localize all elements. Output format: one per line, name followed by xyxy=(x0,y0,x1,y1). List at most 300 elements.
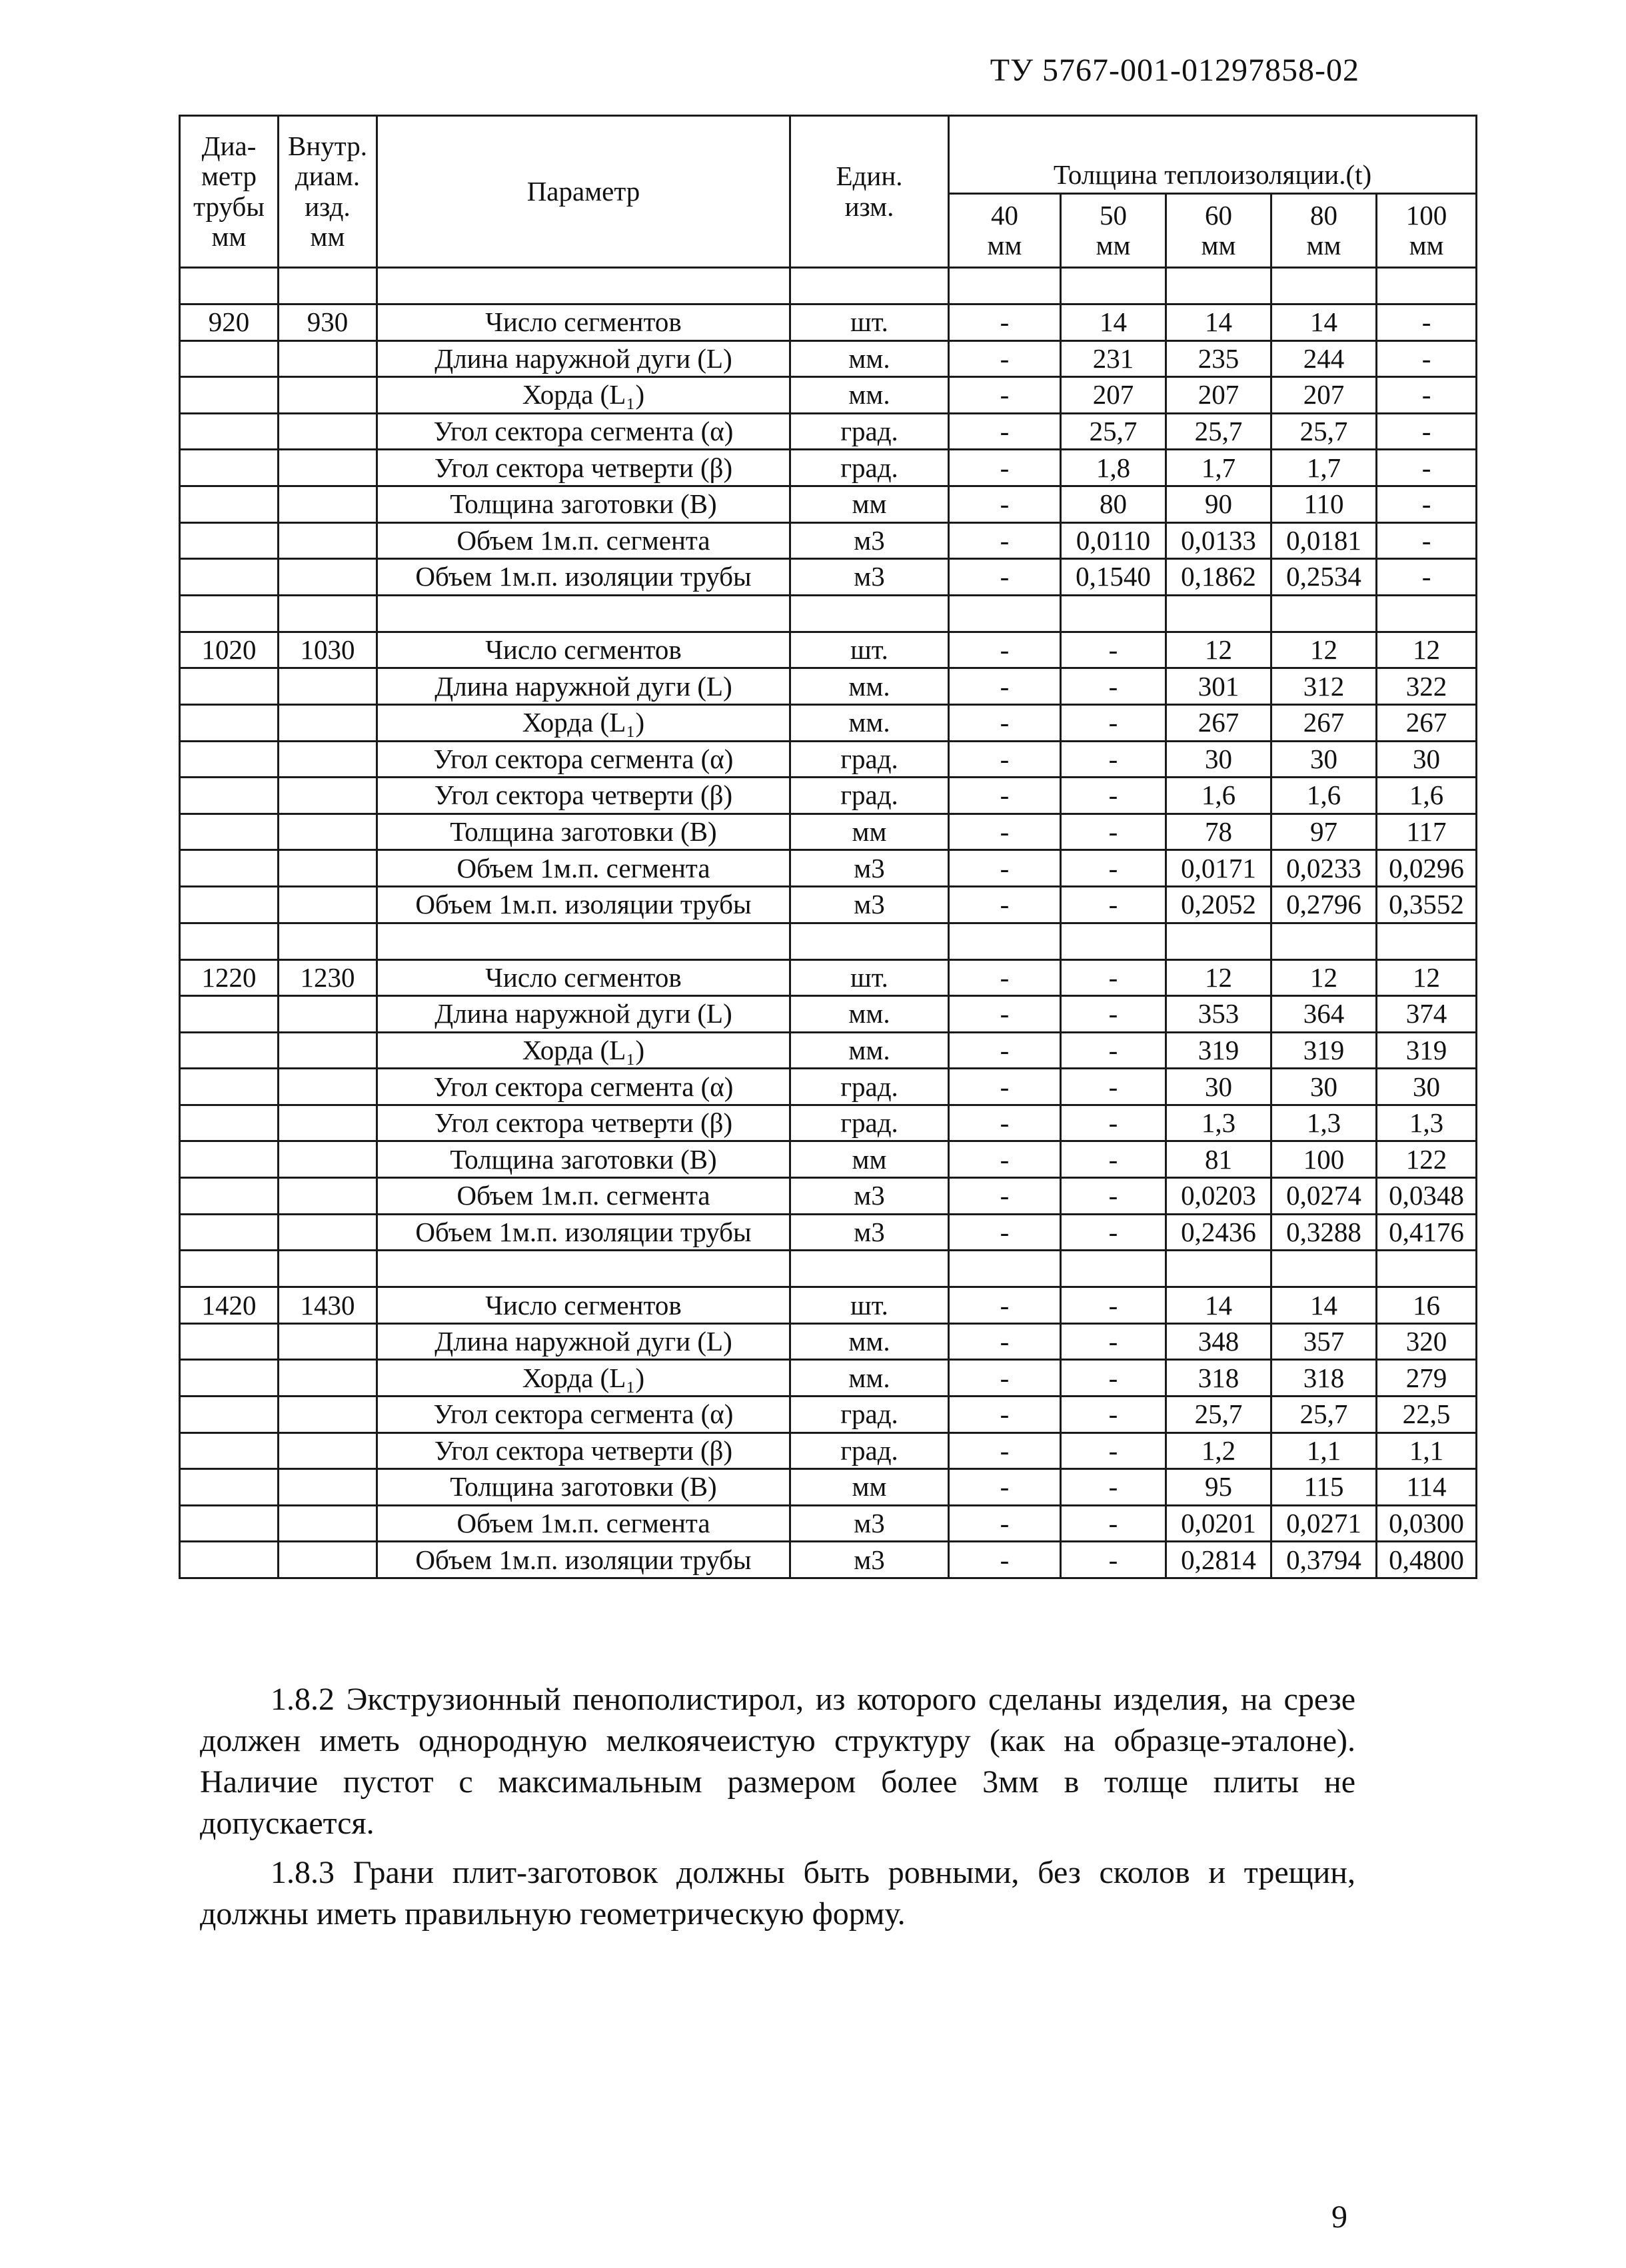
value-cell: - xyxy=(949,704,1061,741)
empty-cell xyxy=(180,1141,279,1178)
empty-cell xyxy=(180,268,279,304)
empty-cell xyxy=(377,595,790,632)
value-cell: 0,3794 xyxy=(1271,1542,1377,1578)
value-cell: - xyxy=(1061,1141,1166,1178)
value-cell: 14 xyxy=(1061,304,1166,341)
value-cell: 357 xyxy=(1271,1323,1377,1360)
parameter-cell: Угол сектора сегмента (α) xyxy=(377,1069,790,1105)
table-row xyxy=(180,1397,1477,1433)
empty-cell xyxy=(279,1505,377,1542)
parameter-cell: Объем 1м.п. изоляции трубы xyxy=(377,1214,790,1251)
empty-cell xyxy=(279,268,377,304)
empty-cell xyxy=(279,1105,377,1141)
unit-cell: мм xyxy=(790,1141,949,1178)
empty-cell xyxy=(279,1178,377,1215)
value-cell: 1,6 xyxy=(1271,778,1377,814)
empty-cell xyxy=(1377,595,1477,632)
unit-cell: град. xyxy=(790,1432,949,1469)
empty-cell xyxy=(180,1105,279,1141)
value-cell: - xyxy=(949,886,1061,923)
parameter-cell: Угол сектора четверти (β) xyxy=(377,1432,790,1469)
value-cell: - xyxy=(1061,814,1166,850)
parameter-cell: Толщина заготовки (В) xyxy=(377,1469,790,1506)
value-cell: 312 xyxy=(1271,668,1377,705)
parameter-cell: Угол сектора сегмента (α) xyxy=(377,1397,790,1433)
empty-cell xyxy=(949,1251,1061,1287)
unit-cell: град. xyxy=(790,778,949,814)
table-row xyxy=(180,1032,1477,1069)
value-cell: 1,3 xyxy=(1166,1105,1271,1141)
value-cell: 0,0300 xyxy=(1377,1505,1477,1542)
empty-cell xyxy=(180,741,279,778)
value-cell: 22,5 xyxy=(1377,1397,1477,1433)
empty-cell xyxy=(1377,923,1477,959)
empty-cell xyxy=(180,1505,279,1542)
value-cell: 25,7 xyxy=(1166,413,1271,450)
value-cell: - xyxy=(949,1397,1061,1433)
value-cell: - xyxy=(949,1323,1061,1360)
value-cell: - xyxy=(1061,741,1166,778)
empty-cell xyxy=(279,1214,377,1251)
parameter-cell: Длина наружной дуги (L) xyxy=(377,668,790,705)
empty-cell xyxy=(949,268,1061,304)
value-cell: - xyxy=(1377,377,1477,414)
value-cell: - xyxy=(949,959,1061,996)
value-cell: - xyxy=(1061,1323,1166,1360)
parameter-cell: Объем 1м.п. сегмента xyxy=(377,1178,790,1215)
table-row xyxy=(180,304,1477,341)
value-cell: - xyxy=(949,1360,1061,1397)
value-cell: 12 xyxy=(1271,959,1377,996)
value-cell: 25,7 xyxy=(1271,1397,1377,1433)
page-number: 9 xyxy=(1331,2199,1347,2235)
table-row xyxy=(180,668,1477,705)
table-row xyxy=(180,377,1477,414)
empty-cell xyxy=(1166,1251,1271,1287)
value-cell: 12 xyxy=(1166,632,1271,668)
value-cell: 30 xyxy=(1271,741,1377,778)
value-cell: - xyxy=(949,814,1061,850)
value-cell: 319 xyxy=(1271,1032,1377,1069)
value-cell: 14 xyxy=(1271,1287,1377,1324)
empty-cell xyxy=(279,1360,377,1397)
unit-cell: м3 xyxy=(790,1214,949,1251)
empty-cell xyxy=(180,377,279,414)
empty-cell xyxy=(1061,923,1166,959)
value-cell: - xyxy=(949,1141,1061,1178)
value-cell: - xyxy=(949,1469,1061,1506)
empty-cell xyxy=(790,268,949,304)
value-cell: 0,0271 xyxy=(1271,1505,1377,1542)
col-header-parameter: Параметр xyxy=(377,116,790,268)
empty-cell xyxy=(279,1432,377,1469)
value-cell: - xyxy=(1061,778,1166,814)
empty-cell xyxy=(180,1469,279,1506)
unit-cell: мм. xyxy=(790,1323,949,1360)
value-cell: 12 xyxy=(1377,632,1477,668)
empty-cell xyxy=(949,595,1061,632)
value-cell: - xyxy=(949,559,1061,596)
value-cell: - xyxy=(1061,996,1166,1033)
value-cell: 0,0233 xyxy=(1271,850,1377,887)
value-cell: 95 xyxy=(1166,1469,1271,1506)
empty-cell xyxy=(180,340,279,377)
value-cell: - xyxy=(949,1178,1061,1215)
empty-cell xyxy=(180,814,279,850)
table-row xyxy=(180,1542,1477,1578)
col-header-thickness-80: 80 мм xyxy=(1271,194,1377,268)
value-cell: - xyxy=(949,668,1061,705)
value-cell: 12 xyxy=(1377,959,1477,996)
col-header-thickness-40: 40 мм xyxy=(949,194,1061,268)
parameter-cell: Толщина заготовки (В) xyxy=(377,486,790,522)
table-row xyxy=(180,1323,1477,1360)
value-cell: 16 xyxy=(1377,1287,1477,1324)
value-cell: 0,0171 xyxy=(1166,850,1271,887)
value-cell: 78 xyxy=(1166,814,1271,850)
value-cell: 0,0203 xyxy=(1166,1178,1271,1215)
table-row xyxy=(180,996,1477,1033)
empty-cell xyxy=(279,413,377,450)
col-header-thickness-50: 50 мм xyxy=(1061,194,1166,268)
col-header-thickness-60: 60 мм xyxy=(1166,194,1271,268)
empty-cell xyxy=(180,996,279,1033)
value-cell: - xyxy=(949,486,1061,522)
pipe-diameter-cell: 1220 xyxy=(180,959,279,996)
table-row xyxy=(180,741,1477,778)
value-cell: 364 xyxy=(1271,996,1377,1033)
value-cell: - xyxy=(1061,1032,1166,1069)
empty-cell xyxy=(180,1032,279,1069)
unit-cell: град. xyxy=(790,741,949,778)
table-row xyxy=(180,486,1477,522)
value-cell: 80 xyxy=(1061,486,1166,522)
empty-cell xyxy=(279,814,377,850)
unit-cell: град. xyxy=(790,450,949,486)
value-cell: - xyxy=(949,632,1061,668)
empty-cell xyxy=(180,886,279,923)
table-row xyxy=(180,1505,1477,1542)
unit-cell: м3 xyxy=(790,850,949,887)
empty-cell xyxy=(377,1251,790,1287)
empty-cell xyxy=(279,559,377,596)
table-row xyxy=(180,1178,1477,1215)
empty-cell xyxy=(279,923,377,959)
value-cell: 374 xyxy=(1377,996,1477,1033)
value-cell: - xyxy=(1061,1397,1166,1433)
unit-cell: мм. xyxy=(790,340,949,377)
value-cell: 353 xyxy=(1166,996,1271,1033)
value-cell: - xyxy=(949,741,1061,778)
parameter-cell: Толщина заготовки (В) xyxy=(377,814,790,850)
unit-cell: мм. xyxy=(790,1360,949,1397)
empty-cell xyxy=(1271,595,1377,632)
empty-cell xyxy=(180,1178,279,1215)
inner-diameter-cell: 930 xyxy=(279,304,377,341)
value-cell: - xyxy=(1061,886,1166,923)
value-cell: 207 xyxy=(1061,377,1166,414)
empty-cell xyxy=(180,1360,279,1397)
empty-cell xyxy=(180,1397,279,1433)
value-cell: 320 xyxy=(1377,1323,1477,1360)
parameter-cell: Угол сектора четверти (β) xyxy=(377,778,790,814)
unit-cell: мм xyxy=(790,814,949,850)
paragraph-1-8-2 xyxy=(200,1679,1355,1844)
table-row xyxy=(180,1469,1477,1506)
parameter-cell: Угол сектора четверти (β) xyxy=(377,450,790,486)
value-cell: - xyxy=(949,522,1061,559)
paragraph-1-8-3 xyxy=(200,1852,1355,1935)
parameter-cell: Число сегментов xyxy=(377,1287,790,1324)
parameter-cell: Объем 1м.п. изоляции трубы xyxy=(377,1542,790,1578)
inner-diameter-cell: 1230 xyxy=(279,959,377,996)
table-row xyxy=(180,814,1477,850)
empty-cell xyxy=(377,268,790,304)
table-row xyxy=(180,1360,1477,1397)
value-cell: - xyxy=(949,377,1061,414)
value-cell: 322 xyxy=(1377,668,1477,705)
value-cell: 0,4800 xyxy=(1377,1542,1477,1578)
unit-cell: м3 xyxy=(790,559,949,596)
value-cell: - xyxy=(949,413,1061,450)
value-cell: 1,7 xyxy=(1166,450,1271,486)
empty-cell xyxy=(790,595,949,632)
parameter-cell: Хорда (L₁) xyxy=(377,1360,790,1397)
value-cell: 244 xyxy=(1271,340,1377,377)
unit-cell: град. xyxy=(790,413,949,450)
value-cell: 267 xyxy=(1377,704,1477,741)
value-cell: 279 xyxy=(1377,1360,1477,1397)
empty-cell xyxy=(180,923,279,959)
unit-cell: м3 xyxy=(790,1178,949,1215)
empty-cell xyxy=(180,522,279,559)
value-cell: 0,0181 xyxy=(1271,522,1377,559)
value-cell: 207 xyxy=(1271,377,1377,414)
col-header-inner-diameter: Внутр. диам. изд. мм xyxy=(279,116,377,268)
value-cell: 12 xyxy=(1271,632,1377,668)
unit-cell: мм xyxy=(790,1469,949,1506)
value-cell: 1,7 xyxy=(1271,450,1377,486)
value-cell: 0,0348 xyxy=(1377,1178,1477,1215)
value-cell: 14 xyxy=(1166,1287,1271,1324)
value-cell: - xyxy=(1061,1105,1166,1141)
value-cell: 1,1 xyxy=(1271,1432,1377,1469)
parameter-cell: Объем 1м.п. изоляции трубы xyxy=(377,559,790,596)
value-cell: - xyxy=(949,1032,1061,1069)
value-cell: - xyxy=(1061,704,1166,741)
value-cell: - xyxy=(949,340,1061,377)
empty-cell xyxy=(279,377,377,414)
value-cell: 0,2796 xyxy=(1271,886,1377,923)
col-header-diameter: Диа- метр трубы мм xyxy=(180,116,279,268)
empty-cell xyxy=(279,1469,377,1506)
value-cell: - xyxy=(1061,1287,1166,1324)
value-cell: 122 xyxy=(1377,1141,1477,1178)
value-cell: 1,3 xyxy=(1271,1105,1377,1141)
empty-cell xyxy=(279,1141,377,1178)
unit-cell: мм. xyxy=(790,1032,949,1069)
empty-cell xyxy=(790,923,949,959)
value-cell: 301 xyxy=(1166,668,1271,705)
parameter-cell: Объем 1м.п. сегмента xyxy=(377,850,790,887)
table-row xyxy=(180,450,1477,486)
empty-cell xyxy=(1377,268,1477,304)
value-cell: - xyxy=(1061,1214,1166,1251)
empty-cell xyxy=(377,923,790,959)
parameter-cell: Объем 1м.п. сегмента xyxy=(377,522,790,559)
value-cell: 1,2 xyxy=(1166,1432,1271,1469)
empty-cell xyxy=(279,595,377,632)
parameter-cell: Длина наружной дуги (L) xyxy=(377,1323,790,1360)
value-cell: 0,2436 xyxy=(1166,1214,1271,1251)
parameter-cell: Хорда (L₁) xyxy=(377,1032,790,1069)
unit-cell: м3 xyxy=(790,522,949,559)
empty-cell xyxy=(279,668,377,705)
empty-cell xyxy=(180,595,279,632)
value-cell: - xyxy=(1061,1505,1166,1542)
value-cell: 1,8 xyxy=(1061,450,1166,486)
value-cell: - xyxy=(1061,668,1166,705)
empty-cell xyxy=(1061,1251,1166,1287)
value-cell: - xyxy=(1061,1069,1166,1105)
unit-cell: м3 xyxy=(790,1542,949,1578)
parameter-cell: Число сегментов xyxy=(377,632,790,668)
pipe-diameter-cell: 920 xyxy=(180,304,279,341)
empty-cell xyxy=(279,522,377,559)
value-cell: 0,1862 xyxy=(1166,559,1271,596)
unit-cell: град. xyxy=(790,1397,949,1433)
parameter-cell: Угол сектора четверти (β) xyxy=(377,1105,790,1141)
value-cell: 0,0274 xyxy=(1271,1178,1377,1215)
value-cell: 207 xyxy=(1166,377,1271,414)
empty-cell xyxy=(180,668,279,705)
value-cell: 90 xyxy=(1166,486,1271,522)
value-cell: - xyxy=(949,1432,1061,1469)
value-cell: - xyxy=(949,1542,1061,1578)
empty-cell xyxy=(790,1251,949,1287)
table-row xyxy=(180,778,1477,814)
empty-cell xyxy=(180,1251,279,1287)
value-cell: 318 xyxy=(1166,1360,1271,1397)
unit-cell: шт. xyxy=(790,959,949,996)
parameter-cell: Хорда (L₁) xyxy=(377,377,790,414)
empty-cell xyxy=(1166,595,1271,632)
empty-cell xyxy=(180,559,279,596)
value-cell: 30 xyxy=(1166,1069,1271,1105)
value-cell: 319 xyxy=(1166,1032,1271,1069)
value-cell: - xyxy=(1061,1432,1166,1469)
value-cell: - xyxy=(949,1105,1061,1141)
table-row xyxy=(180,850,1477,887)
table-row xyxy=(180,886,1477,923)
value-cell: 100 xyxy=(1271,1141,1377,1178)
empty-cell xyxy=(279,850,377,887)
unit-cell: м3 xyxy=(790,886,949,923)
empty-cell xyxy=(279,340,377,377)
parameter-cell: Угол сектора сегмента (α) xyxy=(377,741,790,778)
value-cell: 0,2534 xyxy=(1271,559,1377,596)
value-cell: 14 xyxy=(1271,304,1377,341)
value-cell: 0,0201 xyxy=(1166,1505,1271,1542)
value-cell: - xyxy=(949,778,1061,814)
value-cell: - xyxy=(1061,1469,1166,1506)
table-row xyxy=(180,1105,1477,1141)
value-cell: 117 xyxy=(1377,814,1477,850)
empty-cell xyxy=(279,486,377,522)
spacer-row xyxy=(180,1251,1477,1287)
inner-diameter-cell: 1030 xyxy=(279,632,377,668)
value-cell: 1,6 xyxy=(1377,778,1477,814)
unit-cell: мм. xyxy=(790,996,949,1033)
value-cell: - xyxy=(1061,1360,1166,1397)
value-cell: 25,7 xyxy=(1061,413,1166,450)
unit-cell: шт. xyxy=(790,1287,949,1324)
value-cell: 0,2814 xyxy=(1166,1542,1271,1578)
empty-cell xyxy=(1271,923,1377,959)
table-row xyxy=(180,1214,1477,1251)
spacer-row xyxy=(180,268,1477,304)
value-cell: 25,7 xyxy=(1166,1397,1271,1433)
col-header-thickness-100: 100 мм xyxy=(1377,194,1477,268)
unit-cell: мм. xyxy=(790,704,949,741)
table-row xyxy=(180,959,1477,996)
table-row xyxy=(180,1287,1477,1324)
inner-diameter-cell: 1430 xyxy=(279,1287,377,1324)
value-cell: 1,1 xyxy=(1377,1432,1477,1469)
value-cell: - xyxy=(1377,486,1477,522)
segments-table xyxy=(179,115,1477,1579)
unit-cell: мм xyxy=(790,486,949,522)
value-cell: 30 xyxy=(1166,741,1271,778)
value-cell: 97 xyxy=(1271,814,1377,850)
value-cell: 14 xyxy=(1166,304,1271,341)
document-code: ТУ 5767-001-01297858-02 xyxy=(990,53,1359,88)
empty-cell xyxy=(279,778,377,814)
parameter-cell: Число сегментов xyxy=(377,304,790,341)
col-header-unit: Един. изм. xyxy=(790,116,949,268)
empty-cell xyxy=(279,886,377,923)
empty-cell xyxy=(279,741,377,778)
value-cell: - xyxy=(949,1069,1061,1105)
empty-cell xyxy=(279,1069,377,1105)
table-row xyxy=(180,1141,1477,1178)
parameter-cell: Длина наружной дуги (L) xyxy=(377,996,790,1033)
unit-cell: м3 xyxy=(790,1505,949,1542)
value-cell: - xyxy=(949,1505,1061,1542)
paragraph-text: 1.8.2 Экструзионный пенополистирол, из которого сделаны изделия, на срезе должен иметь однородную мелкоячеистую структуру (как на образце-эталоне). Наличие пустот с максимальным размером более 3мм в толще плиты не допускается. xyxy=(200,1682,1355,1841)
value-cell: 30 xyxy=(1377,741,1477,778)
value-cell: 0,0133 xyxy=(1166,522,1271,559)
parameter-cell: Длина наружной дуги (L) xyxy=(377,340,790,377)
spacer-row xyxy=(180,923,1477,959)
empty-cell xyxy=(279,1032,377,1069)
table-row xyxy=(180,413,1477,450)
empty-cell xyxy=(1271,268,1377,304)
table-row xyxy=(180,1432,1477,1469)
empty-cell xyxy=(1061,268,1166,304)
value-cell: 319 xyxy=(1377,1032,1477,1069)
empty-cell xyxy=(180,778,279,814)
table-body xyxy=(180,268,1477,1578)
value-cell: - xyxy=(949,1287,1061,1324)
value-cell: 231 xyxy=(1061,340,1166,377)
empty-cell xyxy=(949,923,1061,959)
col-header-thickness-title: Толщина теплоизоляции.(t) xyxy=(949,116,1477,194)
parameter-cell: Объем 1м.п. сегмента xyxy=(377,1505,790,1542)
empty-cell xyxy=(180,704,279,741)
empty-cell xyxy=(279,996,377,1033)
value-cell: 267 xyxy=(1166,704,1271,741)
